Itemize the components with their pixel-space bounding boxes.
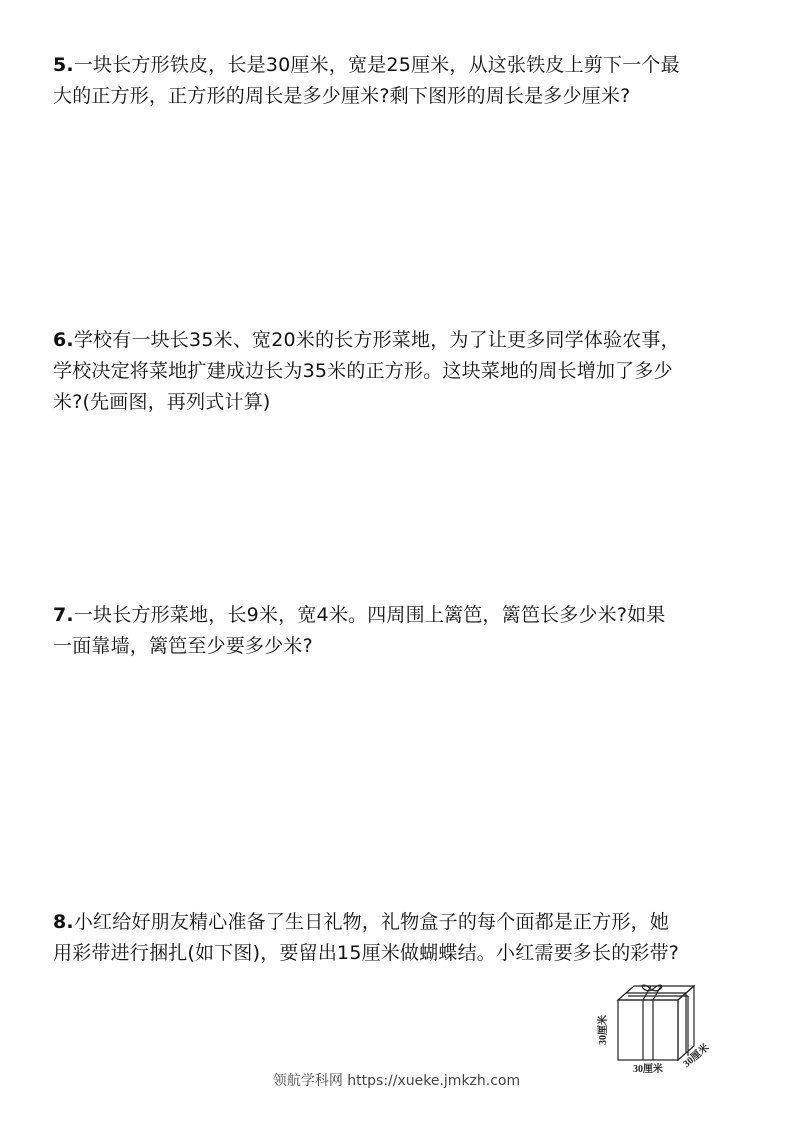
question-text: 米?(先画图，再列式计算) <box>53 391 271 413</box>
question-line <box>53 600 753 631</box>
question-text: 一面靠墙，篱笆至少要多少米? <box>53 635 313 657</box>
question-text: 小红给好朋友精心准备了生日礼物，礼物盒子的每个面都是正方形，她 <box>73 911 670 933</box>
question-number: 8. <box>53 911 74 933</box>
question-line <box>53 325 753 356</box>
question-text: 一块长方形铁皮，长是30厘米，宽是25厘米，从这张铁皮上剪下一个最 <box>73 54 680 76</box>
question-text: 用彩带进行捆扎(如下图)，要留出15厘米做蝴蝶结。小红需要多长的彩带? <box>53 942 680 964</box>
question-8 <box>53 907 753 969</box>
footer-watermark: 领航学科网 https://xueke.jmkzh.com <box>272 1073 521 1089</box>
question-text: 学校有一块长35米、宽20米的长方形菜地，为了让更多同学体验农事， <box>73 329 680 351</box>
question-text: 学校决定将菜地扩建成边长为35米的正方形。这块菜地的周长增加了多少 <box>53 360 673 382</box>
question-text: 大的正方形，正方形的周长是多少厘米?剩下图形的周长是多少厘米? <box>53 85 631 107</box>
height-label: 30厘米 <box>598 1015 609 1045</box>
question-number: 7. <box>53 604 74 626</box>
question-line <box>53 50 753 81</box>
question-text: 一块长方形菜地，长9米，宽4米。四周围上篱笆，篱笆长多少米?如果 <box>73 604 666 626</box>
gift-box-figure <box>590 978 720 1076</box>
question-line <box>53 907 753 938</box>
width-label: 30厘米 <box>633 1064 663 1075</box>
question-number: 6. <box>53 329 74 351</box>
depth-label: 30厘米 <box>681 1042 712 1070</box>
box-front-face <box>618 1000 678 1060</box>
question-number: 5. <box>53 54 74 76</box>
question-5 <box>53 50 753 112</box>
question-6 <box>53 325 753 418</box>
question-7 <box>53 600 753 662</box>
